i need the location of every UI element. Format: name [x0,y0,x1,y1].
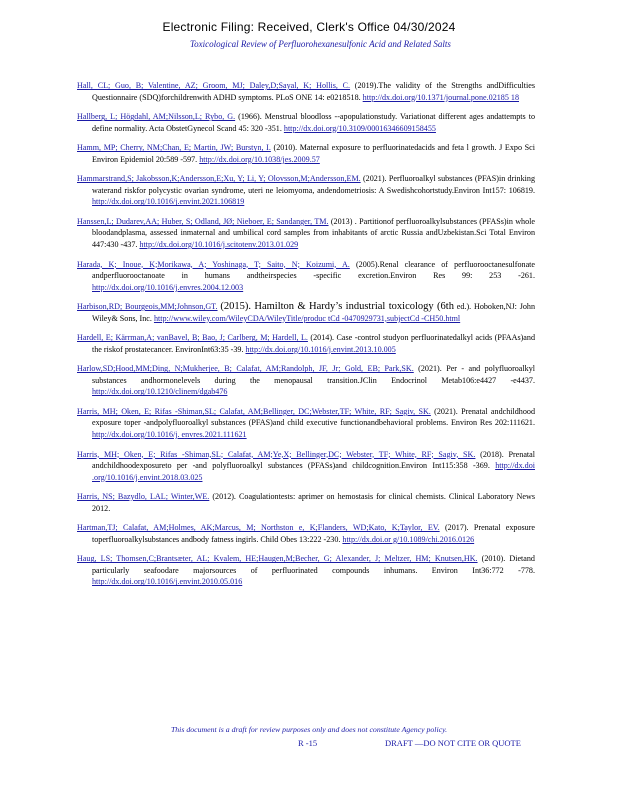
reference-authors: Harris, NS; Bazydlo, LAL; Winter,WE. [77,492,210,502]
reference-citation-cont: ed.). Hoboken,NJ: John Wiley& Sons, Inc. [92,302,536,323]
reference-citation: (2021). Per - and polyfluoroalkyl substances andhormonelevels during the menopausal transition.JClin Endocrinol Metab106:e4427 -e4437. [92,364,535,385]
reference-citation: (2005).Renal clearance of perfluorooctanesulfonate andperfluorooctanoate in humans andtheirspecies -specific excretion.Environ Res 99: 253 -261. [92,259,536,281]
reference-doi-link[interactable]: http://dx.doi .org/10.1016/j.envint.2018.03.025 [92,461,535,482]
reference-doi-link[interactable]: http://dx.doi.or g/10.1089/chi.2016.0126 [342,534,475,544]
reference-authors: Harris, MH; Oken, E; Rifas -Shiman,SL; Calafat, AM;Ye,X; Bellinger,DC; Webster, TF; White, RF; Sagiv, SK. [77,449,476,459]
reference-authors: Hammarstrand,S; Jakobsson,K;Andersson,E;Xu, Y; Li, Y; Olovsson,M;Andersson,EM. [77,174,361,184]
reference-doi-link[interactable]: http://dx.doi.org/10.1038/jes.2009.57 [199,154,320,164]
reference-entry [77,259,535,294]
reference-citation: (2010). Maternal exposure to perfluorinatedacids and feta l growth. J Expo Sci Environ Epidemiol 20:589 -597. [92,143,535,164]
reference-entry [77,332,535,355]
reference-entry [77,111,535,134]
reference-doi-link[interactable]: http://dx.doi.org/10.1210/clinem/dgab476 [92,387,228,397]
reference-list [77,72,535,590]
reference-citation: (2014). Case -control studyon perfluorinatedalkyl acids (PFAAs)and the riskof prostatecancer. EnvironInt63:35 -39. [92,333,535,354]
reference-citation: (2021). Perfluoroalkyl substances (PFAS)in drinking waterand riskfor polycystic ovarian syndrome, uteri ne leiomyoma, andendometriosis: A Swedishcohortstudy.Environ Int157: 106819. [92,174,535,195]
reference-doi-link[interactable]: http://dx.doi.org/10.1016/j. envres.2021.111621 [92,429,247,439]
reference-doi-link[interactable]: http://dx.doi.org/10.1016/j.envint.2010.05.016 [92,577,243,587]
reference-entry [77,406,535,441]
reference-doi-link[interactable]: http://dx.doi.org/10.1016/j.envint.2013.10.005 [245,344,396,354]
reference-doi-link[interactable]: http://dx.doi.org/10.1016/j.scitotenv.2013.01.029 [139,239,299,249]
reference-citation: (2010). Dietand particularly seafoodare majorsources of perfluorinated compounds inhumans. Environ Int36:772 -778. [92,554,535,575]
reference-doi-link[interactable]: http://dx.doi.org/10.1016/j.envint.2021.106819 [92,197,245,207]
reference-entry [77,301,535,324]
reference-entry [77,216,535,251]
reference-citation: (1966). Menstrual bloodloss --apopulationstudy. Variationat different ages andattempts to define normality. Acta ObstetGynecol Scand 45: 320 -351. [92,112,535,133]
reference-title: (2015). Hamilton & Hardy’s industrial toxicology (6th [220,301,454,313]
reference-authors: Harris, MH; Oken, E; Rifas -Shiman,SL; Calafat, AM;Bellinger, DC;Webster,TF; White, RF; Sagiv, SK. [77,406,431,416]
reference-doi-link[interactable]: http://dx.doi.org/10.3109/00016346609158455 [283,123,436,133]
reference-entry [77,491,535,514]
reference-citation: (2013) . Partitionof perfluoroalkylsubstances (PFASs)in whole bloodandplasma, assessed inmaternal and umbilical cord samples from inhabitants of arctic Russia andUzbekistan.Sci Total Environ 447:430 -437. [92,216,535,249]
reference-authors: Haug, LS; Thomsen,C;Brantsæter, AL; Kvalem, HE;Haugen,M;Becher, G; Alexander, J; Meltzer, HM; Knutsen,HK. [77,554,478,564]
reference-authors: Hall, CL; Guo, B; Valentine, AZ; Groom, MJ; Daley,D;Sayal, K; Hollis, C. [77,81,351,91]
reference-entry [77,363,535,398]
reference-doi-link[interactable]: http://www.wiley.com/WileyCDA/WileyTitle/produc tCd -0470929731,subjectCd -CH50.html [153,313,461,323]
reference-doi-link[interactable]: http://dx.doi.org/10.1016/j.envres.2004.12.003 [92,282,244,292]
reference-entry [77,142,535,165]
running-header: Toxicological Review of Perfluorohexanesulfonic Acid and Related Salts [190,39,451,49]
reference-authors: Hanssen,L; Dudarev,AA; Huber, S; Odland, JØ; Nieboer, E; Sandanger, TM. [77,216,329,226]
reference-entry [77,553,535,588]
reference-authors: Hamm, MP; Cherry, NM;Chan, E; Martin, JW; Burstyn, I. [77,143,271,153]
reference-citation: (2019).The validity of the Strengths andDifficulties Questionnaire (SDQ)forchildrenwith ADHD symptoms. PLoS ONE 14: e0218518. [92,81,535,102]
reference-authors: Hartman,TJ; Calafat, AM;Holmes, AK;Marcus, M; Northston e, K;Flanders, WD;Kato, K;Taylor, EV. [77,523,440,533]
reference-citation: (2017). Prenatal exposure toperfluoroalkylsubstances andbody fatness ingirls. Child Obes 13:222 -230. [92,523,535,544]
draft-notice: DRAFT —DO NOT CITE OR QUOTE [385,738,521,748]
reference-authors: Harlow,SD;Hood,MM;Ding, N;Mukherjee, B; Calafat, AM;Randolph, JF, Jr; Gold, EB; Park,SK. [77,364,414,374]
reference-authors: Harbison,RD; Bourgeois,MM;Johnson,GT. [77,302,218,312]
reference-citation: (2012). Coagulationtests: aprimer on hemostasis for clinical chemists. Clinical Laboratory News 2012. [92,492,535,513]
reference-doi-link[interactable]: http://dx.doi.org/10.1371/journal.pone.02185 18 [362,92,519,102]
reference-entry [77,449,535,484]
draft-disclaimer: This document is a draft for review purposes only and does not constitute Agency policy. [170,725,448,734]
reference-authors: Harada, K; Inoue, K;Morikawa, A; Yoshinaga, T; Saito, N; Koizumi, A. [77,259,350,269]
reference-entry [77,80,535,103]
page-number: R -15 [298,738,318,748]
reference-citation: (2018). Prenatal andchildhoodexposureto per -and polyfluoroalkyl substances (PFASs)and childcognition.Environ Int115:358 -369. [92,449,536,471]
reference-citation: (2021). Prenatal andchildhood exposure toper -andpolyfluoroalkyl substances (PFAS)and child executive functionandbehavioral problems. Environ Res 202:111621. [92,406,535,428]
filing-stamp: Electronic Filing: Received, Clerk's Office 04/30/2024 [162,20,456,34]
reference-entry [77,522,535,545]
reference-entry [77,173,535,208]
reference-authors: Hallberg, L; Högdahl, AM;Nilsson,L; Rybo, G. [77,112,236,122]
reference-authors: Hardell, E; Kärrman,A; vanBavel, B; Bao, J; Carlberg, M; Hardell, L. [77,333,308,343]
